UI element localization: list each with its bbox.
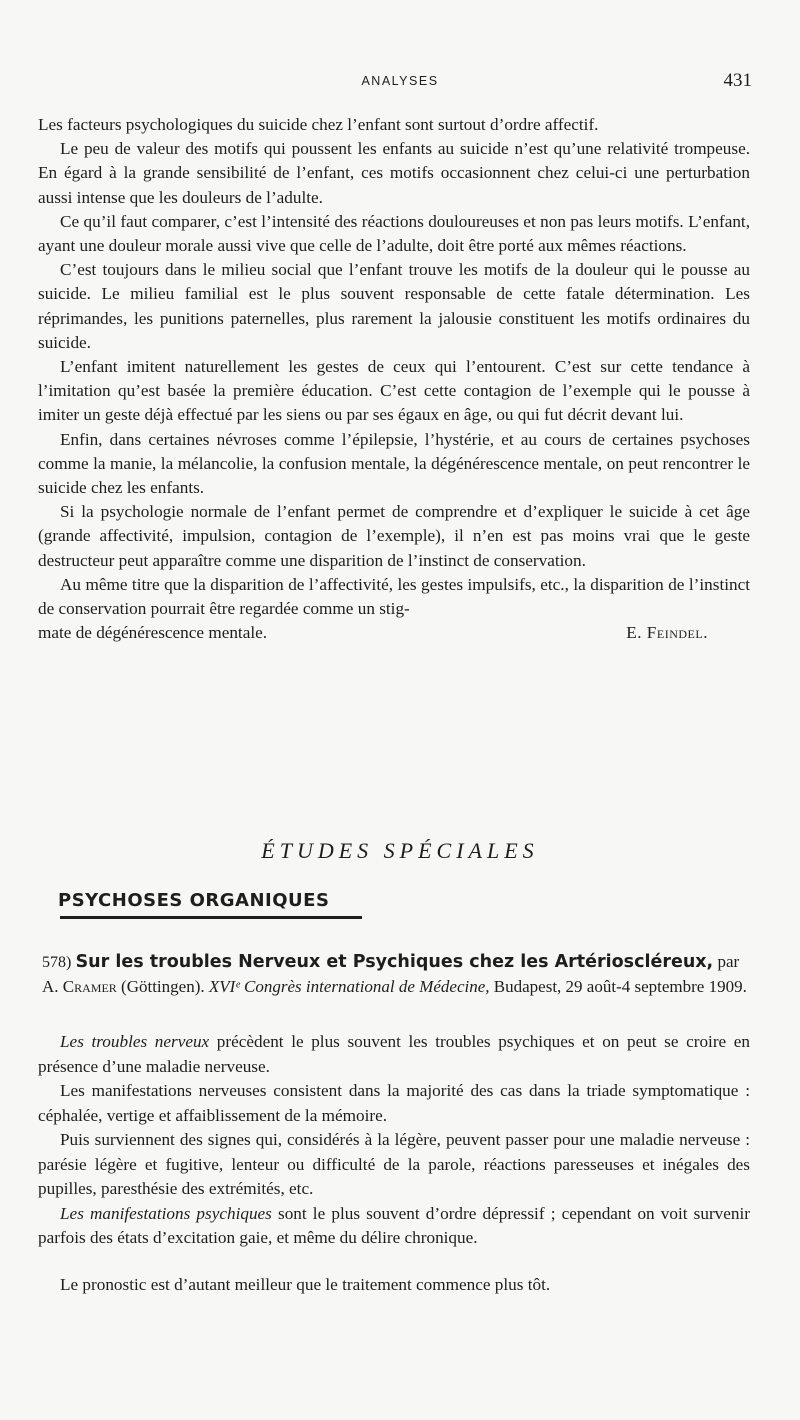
article-title: Sur les troubles Nerveux et Psychiques chez les Artérioscléreux, xyxy=(75,952,714,972)
rubric-heading: PSYCHOSES ORGANIQUES xyxy=(58,890,330,911)
paragraph: Les facteurs psychologiques du suicide chez l’enfant sont surtout d’ordre affectif. xyxy=(38,115,599,134)
paragraph-text: Les manifestations nerveuses consistent dans la majorité des cas dans la triade symptomatique : céphalée, vertige et affaiblissement de la mémoire. xyxy=(38,1081,750,1125)
running-head xyxy=(0,70,800,94)
paragraph xyxy=(38,1128,750,1202)
paragraph-end: mate de dégénérescence mentale. xyxy=(38,623,268,643)
paragraph: Ce qu’il faut comparer, c’est l’intensité des réactions douloureuses et non pas leurs motifs. L’enfant, ayant une douleur morale aussi vive que celle de l’adulte, doit être porté aux mêmes réactions. xyxy=(38,211,750,256)
section-title: ÉTUDES SPÉCIALES xyxy=(261,838,539,863)
paragraph: Au même titre que la disparition de l’affectivité, les gestes impulsifs, etc., la disparition de l’instinct de conservation pourrait être regardée comme un stig- xyxy=(38,574,750,619)
article-header xyxy=(42,950,750,999)
paragraph-text: sont le plus souvent d’ordre dépressif ; cependant on voit survenir parfois des états d’excitation gaie, et même du délire chronique. xyxy=(38,1203,750,1247)
emphasis: Les troubles nerveux xyxy=(60,1032,210,1051)
article-body xyxy=(38,1030,750,1297)
emphasis: Les manifestations psychiques xyxy=(60,1203,272,1223)
paragraph xyxy=(38,1202,750,1251)
closing-sentence: Le pronostic est d’autant meilleur que le traitement commence plus tôt. xyxy=(60,1274,551,1294)
page-number: 431 xyxy=(723,70,752,91)
running-title: ANALYSES xyxy=(361,74,439,88)
paragraph xyxy=(38,1030,750,1079)
paragraph-text: Puis surviennent des signes qui, considérés à la légère, peuvent passer pour une maladie nerveuse : parésie légère et fugitive, lenteur ou difficulté de la parole, réactions paresseuses et inégales des pupilles, paresthésie des extrémités, etc. xyxy=(38,1130,750,1198)
signature-line xyxy=(38,621,750,645)
article-number: 578) xyxy=(42,954,72,971)
article-affiliation: (Göttingen). xyxy=(121,977,205,996)
paragraph: Si la psychologie normale de l’enfant permet de comprendre et d’expliquer le suicide à cet âge (grande affectivité, impulsion, contagion de l’exemple), il n’en est pas moins vrai que le geste destructeur peut apparaître comme une disparition de l’instinct de conservation. xyxy=(38,502,750,570)
article-by: par A. xyxy=(42,952,740,996)
author-signature: E. Feindel. xyxy=(626,623,708,643)
abstract-text xyxy=(38,113,750,645)
paragraph: C’est toujours dans le milieu social que l’enfant trouve les motifs de la douleur qui le pousse au suicide. Le milieu familial est le plus souvent responsable de cette fatale détermination. Les réprimandes, les punitions paternelles, plus rarement la jalousie constituent les motifs ordinaires du suicide. xyxy=(38,260,750,352)
paragraph: Le peu de valeur des motifs qui poussent les enfants au suicide n’est qu’une relativité trompeuse. En égard à la grande sensibilité de l’enfant, ces motifs occasionnent chez celui-ci une perturbation aussi intense que les douleurs de l’adulte. xyxy=(38,139,750,207)
paragraph xyxy=(38,1079,750,1128)
rubric-underline xyxy=(60,916,362,919)
article-place-date: Budapest, 29 août-4 septembre 1909. xyxy=(493,977,747,996)
article-author: Cramer xyxy=(62,977,117,996)
paragraph: L’enfant imitent naturellement les gestes de ceux qui l’entourent. C’est sur cette tendance à l’imitation qu’est basée la première éducation. C’est cette contagion de l’exemple qui le pousse à imiter un geste déjà effectué par les siens ou par ses égaux en âge, ou qui fut décrit devant lui. xyxy=(38,357,750,425)
paragraph: Enfin, dans certaines névroses comme l’épilepsie, l’hystérie, et au cours de certaines psychoses comme la manie, la mélancolie, la confusion mentale, la dégénérescence mentale, on peut rencontrer le suicide chez les enfants. xyxy=(38,429,750,498)
paragraph-text: précèdent le plus souvent les troubles psychiques et on peut se croire en présence d’une maladie nerveuse. xyxy=(38,1032,750,1076)
article-congress: XVIᵉ Congrès international de Médecine, xyxy=(208,977,490,996)
